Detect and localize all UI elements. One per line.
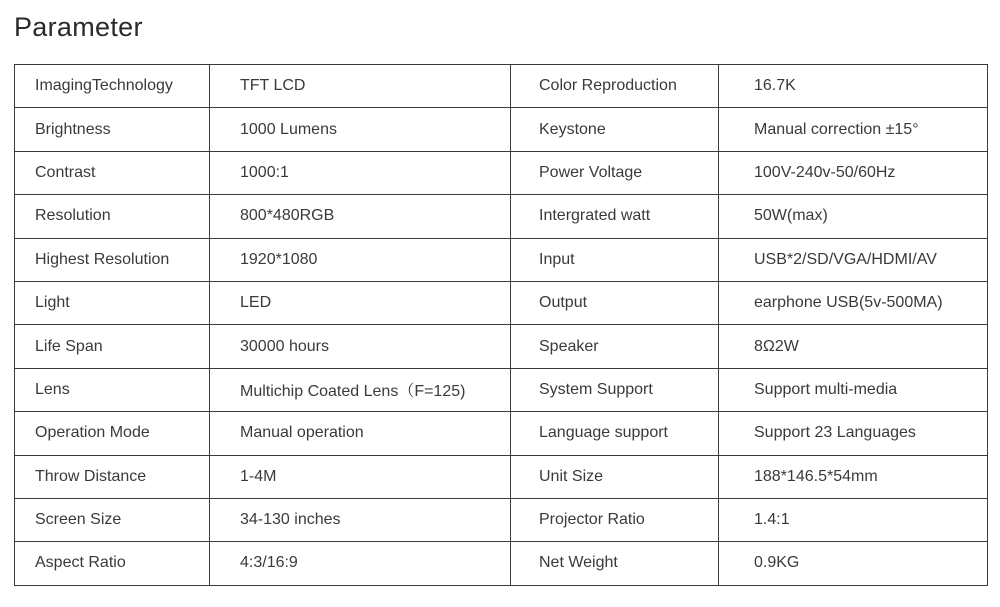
spec-value: 0.9KG xyxy=(719,542,988,585)
spec-value: 1.4:1 xyxy=(719,498,988,541)
spec-value: 4:3/16:9 xyxy=(210,542,511,585)
spec-value: LED xyxy=(210,281,511,324)
spec-label: Output xyxy=(511,281,719,324)
parameter-table-body xyxy=(15,65,988,586)
table-row xyxy=(15,151,988,194)
spec-label: Color Reproduction xyxy=(511,65,719,108)
spec-label: Intergrated watt xyxy=(511,195,719,238)
spec-value: 1000 Lumens xyxy=(210,108,511,151)
table-row xyxy=(15,238,988,281)
spec-value: Multichip Coated Lens（F=125) xyxy=(210,368,511,411)
spec-value: 30000 hours xyxy=(210,325,511,368)
table-row xyxy=(15,498,988,541)
spec-label: Screen Size xyxy=(15,498,210,541)
spec-value: 1000:1 xyxy=(210,151,511,194)
spec-label: ImagingTechnology xyxy=(15,65,210,108)
spec-label: Net Weight xyxy=(511,542,719,585)
spec-label: Keystone xyxy=(511,108,719,151)
spec-value: 188*146.5*54mm xyxy=(719,455,988,498)
spec-value: 50W(max) xyxy=(719,195,988,238)
spec-value: Manual correction ±15° xyxy=(719,108,988,151)
spec-value: TFT LCD xyxy=(210,65,511,108)
spec-value: 1920*1080 xyxy=(210,238,511,281)
table-row xyxy=(15,281,988,324)
spec-label: Language support xyxy=(511,412,719,455)
spec-value: 800*480RGB xyxy=(210,195,511,238)
spec-value: earphone USB(5v-500MA) xyxy=(719,281,988,324)
spec-label: Input xyxy=(511,238,719,281)
spec-label: Aspect Ratio xyxy=(15,542,210,585)
parameter-table xyxy=(14,64,988,586)
spec-value: 8Ω2W xyxy=(719,325,988,368)
spec-value: USB*2/SD/VGA/HDMI/AV xyxy=(719,238,988,281)
spec-value: 16.7K xyxy=(719,65,988,108)
table-row xyxy=(15,108,988,151)
spec-value: Support multi-media xyxy=(719,368,988,411)
spec-label: Resolution xyxy=(15,195,210,238)
spec-label: Light xyxy=(15,281,210,324)
page-title: Parameter xyxy=(14,12,143,42)
table-row xyxy=(15,325,988,368)
table-row xyxy=(15,195,988,238)
table-row xyxy=(15,412,988,455)
table-row xyxy=(15,65,988,108)
spec-label: Highest Resolution xyxy=(15,238,210,281)
table-row xyxy=(15,455,988,498)
spec-label: Brightness xyxy=(15,108,210,151)
spec-value: 34-130 inches xyxy=(210,498,511,541)
spec-label: Throw Distance xyxy=(15,455,210,498)
spec-label: Operation Mode xyxy=(15,412,210,455)
spec-value: 100V-240v-50/60Hz xyxy=(719,151,988,194)
spec-label: Speaker xyxy=(511,325,719,368)
table-row xyxy=(15,542,988,585)
spec-value: Support 23 Languages xyxy=(719,412,988,455)
spec-label: Life Span xyxy=(15,325,210,368)
spec-label: System Support xyxy=(511,368,719,411)
spec-label: Lens xyxy=(15,368,210,411)
spec-label: Unit Size xyxy=(511,455,719,498)
spec-label: Power Voltage xyxy=(511,151,719,194)
spec-label: Contrast xyxy=(15,151,210,194)
spec-label: Projector Ratio xyxy=(511,498,719,541)
spec-value: Manual operation xyxy=(210,412,511,455)
table-row xyxy=(15,368,988,411)
spec-value: 1-4M xyxy=(210,455,511,498)
